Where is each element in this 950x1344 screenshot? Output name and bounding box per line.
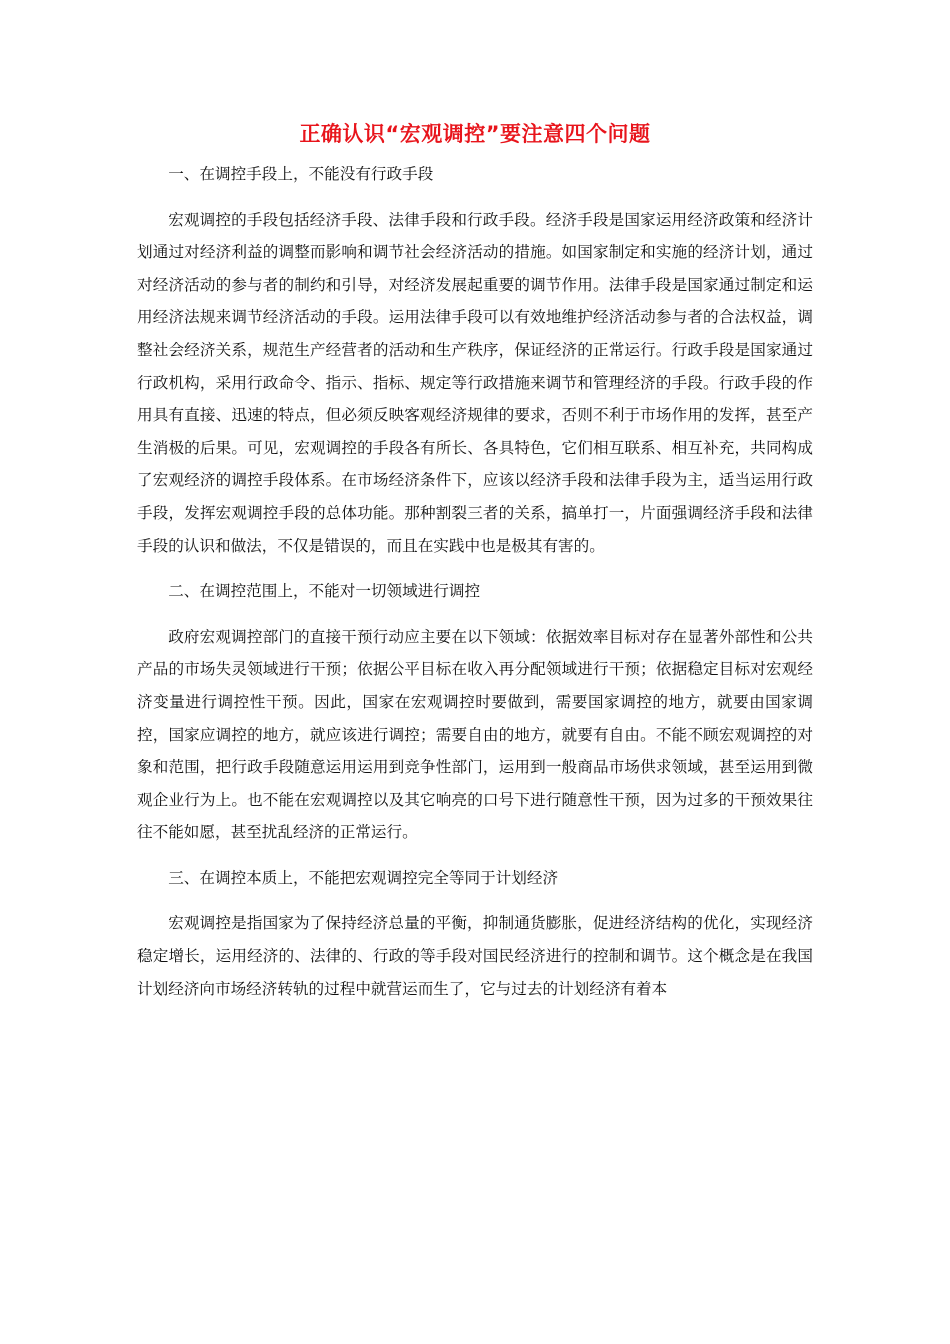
section-2-paragraph: 政府宏观调控部门的直接干预行动应主要在以下领域：依据效率目标对存在显著外部性和公共产品的市场失灵领域进行干预；依据公平目标在收入再分配领域进行干预；依据稳定目标对宏观经济变量进行调控性干预。因此，国家在宏观调控时要做到，需要国家调控的地方，就要由国家调控，国家应调控的地方，就应该进行调控；需要自由的地方，就要有自由。不能不顾宏观调控的对象和范围，把行政手段随意运用运用到竞争性部门，运用到一般商品市场供求领域，甚至运用到微观企业行为上。也不能在宏观调控以及其它响亮的口号下进行随意性干预，因为过多的干预效果往往不能如愿，甚至扰乱经济的正常运行。 xyxy=(137,627,813,842)
section-1-paragraph: 宏观调控的手段包括经济手段、法律手段和行政手段。经济手段是国家运用经济政策和经济计划通过对经济利益的调整而影响和调节社会经济活动的措施。如国家制定和实施的经济计划，通过对经济活动的参与者的制约和引导，对经济发展起重要的调节作用。法律手段是国家通过制定和运用经济法规来调节经济活动的手段。运用法律手段可以有效地维护经济活动参与者的合法权益，调整社会经济关系，规范生产经营者的活动和生产秩序，保证经济的正常运行。行政手段是国家通过行政机构，采用行政命令、指示、指标、规定等行政措施来调节和管理经济的手段。行政手段的作用具有直接、迅速的特点，但必须反映客观经济规律的要求，否则不利于市场作用的发挥，甚至产生消极的后果。可见，宏观调控的手段各有所长、各具特色，它们相互联系、相互补充，共同构成了宏观经济的调控手段体系。在市场经济条件下，应该以经济手段和法律手段为主，适当运用行政手段，发挥宏观调控手段的总体功能。那种割裂三者的关系，搞单打一，片面强调经济手段和法律手段的认识和做法，不仅是错误的，而且在实践中也是极其有害的。 xyxy=(137,210,813,555)
document-body xyxy=(137,158,813,1018)
section-1-heading: 一、在调控手段上，不能没有行政手段 xyxy=(168,165,434,183)
section-3-heading: 三、在调控本质上，不能把宏观调控完全等同于计划经济 xyxy=(168,868,559,887)
document-title: 正确认识“宏观调控”要注意四个问题 xyxy=(299,122,651,146)
section-2-heading: 二、在调控范围上，不能对一切领域进行调控 xyxy=(168,582,481,601)
section-3-paragraph: 宏观调控是指国家为了保持经济总量的平衡，抑制通货膨胀，促进经济结构的优化，实现经济稳定增长，运用经济的、法律的、行政的等手段对国民经济进行的控制和调节。这个概念是在我国计划经济向市场经济转轨的过程中就营运而生了，它与过去的计划经济有着本 xyxy=(137,914,813,998)
